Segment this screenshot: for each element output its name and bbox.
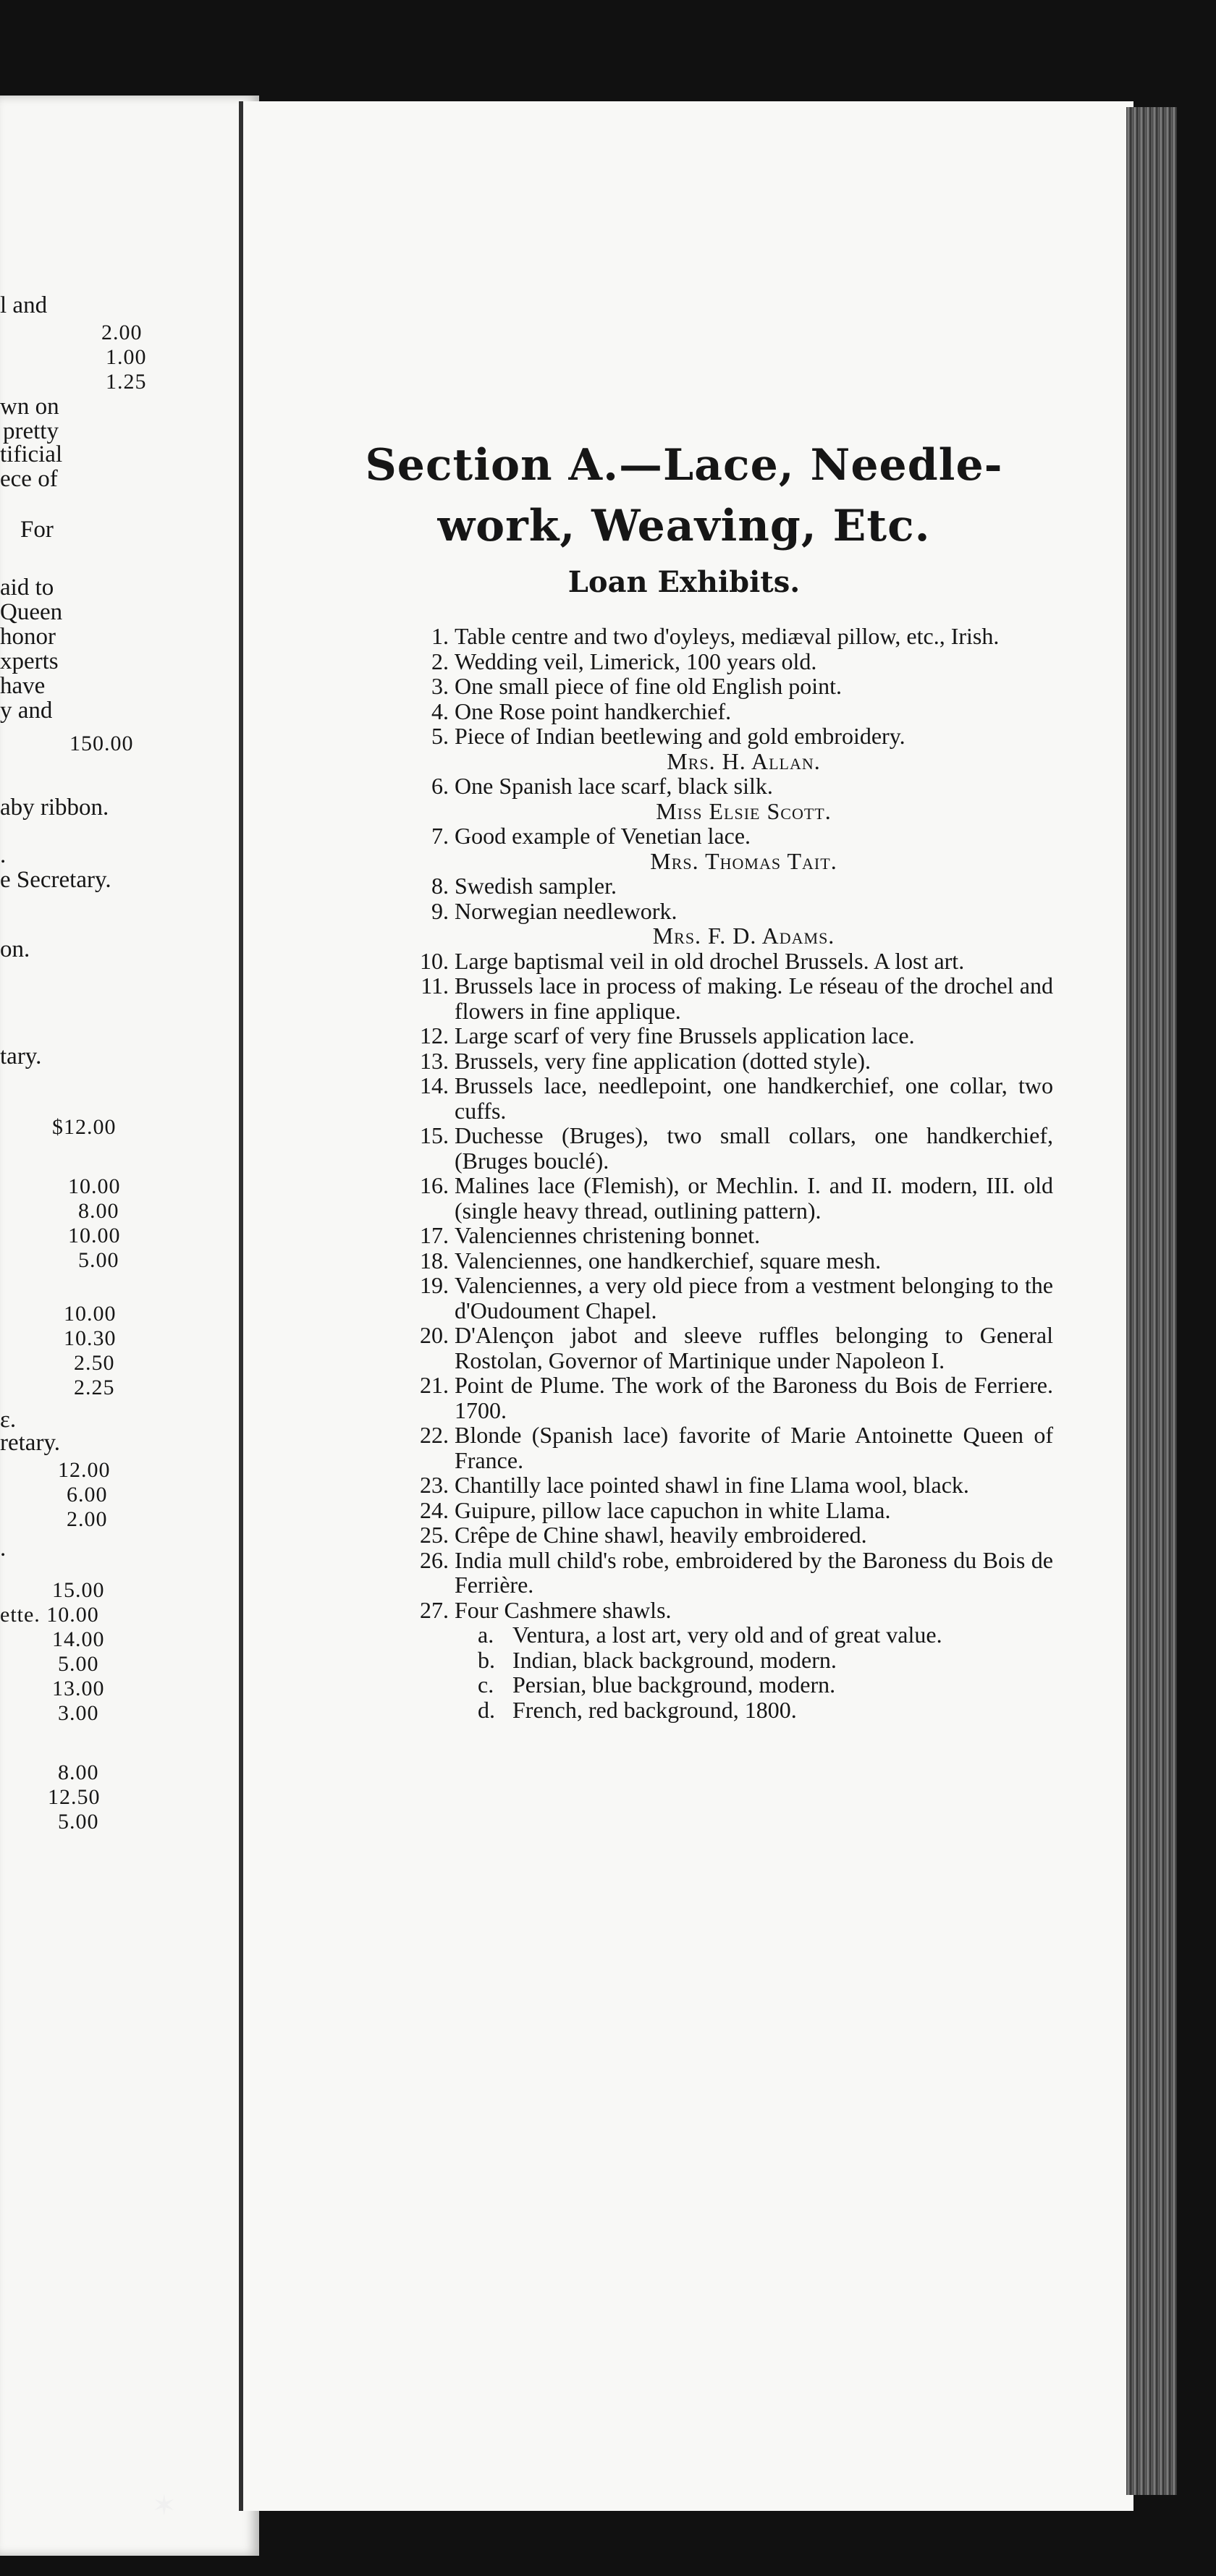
left-line: have <box>0 673 46 699</box>
item-number: 1. <box>431 623 449 649</box>
item-number: 17. <box>420 1222 449 1248</box>
left-line: 2.25 <box>74 1376 115 1399</box>
item-number: 5. <box>431 723 449 749</box>
left-line: 10.00 <box>64 1302 117 1326</box>
item-text: India mull child's robe, embroidered by the Baroness du Bois de Ferrière. <box>455 1546 1053 1598</box>
item-number: 11. <box>421 973 449 999</box>
item-text: Brussels lace in process of making. Le réseau of the drochel and flowers in fine applique. <box>455 973 1053 1024</box>
item-number: 6. <box>431 773 449 799</box>
item-number: 27. <box>420 1596 449 1623</box>
item-number: 26. <box>420 1546 449 1573</box>
item-text: One Spanish lace scarf, black silk. <box>455 773 773 799</box>
item-number: 13. <box>420 1047 449 1074</box>
item-text: Valenciennes christening bonnet. <box>455 1222 761 1248</box>
exhibit-item <box>405 1373 1053 1423</box>
section-title-line-2: work, Weaving, Etc. <box>437 501 931 551</box>
item-text: Malines lace (Flemish), or Mechlin. I. and II. modern, III. old (single heavy thread, outlining pattern). <box>455 1172 1053 1224</box>
exhibit-item <box>405 774 1053 799</box>
sub-item <box>405 1698 1053 1723</box>
item-number: 22. <box>420 1422 449 1448</box>
left-line: 10.00 <box>68 1224 121 1247</box>
item-number: 14. <box>420 1072 449 1098</box>
item-number: 3. <box>431 673 449 699</box>
left-line: aby ribbon. <box>0 795 109 821</box>
left-line: Queen <box>0 599 63 625</box>
left-line: ece of <box>0 466 58 492</box>
left-line: on. <box>0 936 30 962</box>
left-line: aid to <box>0 575 54 601</box>
item-number: 19. <box>420 1272 449 1298</box>
left-line: 8.00 <box>78 1199 119 1223</box>
exhibit-item <box>405 1323 1053 1373</box>
exhibit-item <box>405 1073 1053 1123</box>
lender-name: Mrs. H. Allan. <box>667 747 821 774</box>
sub-item <box>405 1648 1053 1673</box>
exhibit-item <box>405 1123 1053 1173</box>
exhibit-item <box>405 674 1053 699</box>
page-edge <box>1126 107 1177 2495</box>
item-number: 23. <box>420 1472 449 1498</box>
sub-item <box>405 1622 1053 1648</box>
section-subtitle: Loan Exhibits. <box>567 565 801 599</box>
left-line: 10.00 <box>68 1174 121 1198</box>
left-line: 1.00 <box>106 345 147 369</box>
exhibit-item <box>405 699 1053 724</box>
item-number: 9. <box>431 897 449 924</box>
exhibit-item <box>405 1498 1053 1523</box>
item-text: Guipure, pillow lace capuchon in white Llama. <box>455 1496 891 1523</box>
item-text: Chantilly lace pointed shawl in fine Llama wool, black. <box>455 1472 969 1498</box>
item-number: 25. <box>420 1522 449 1548</box>
item-number: 16. <box>420 1172 449 1198</box>
item-number: 8. <box>431 873 449 899</box>
sub-item <box>405 1672 1053 1698</box>
left-line: 1.25 <box>106 370 147 394</box>
exhibit-item <box>405 624 1053 649</box>
left-line: 2.00 <box>67 1507 108 1531</box>
item-text: Brussels, very fine application (dotted style). <box>455 1047 871 1074</box>
exhibit-list <box>405 624 1053 1722</box>
lender-name: Mrs. Thomas Tait. <box>650 847 837 874</box>
item-text: Table centre and two d'oyleys, mediæval pillow, etc., Irish. <box>455 623 1000 649</box>
left-line: 12.50 <box>48 1785 101 1809</box>
exhibit-item <box>405 1598 1053 1623</box>
item-text: Crêpe de Chine shawl, heavily embroidered. <box>455 1522 867 1548</box>
left-line: . <box>0 842 7 868</box>
item-text: Persian, blue background, modern. <box>512 1672 836 1698</box>
item-text: Swedish sampler. <box>455 873 617 899</box>
page-ornament: ✶ <box>152 2489 177 2522</box>
item-text: Piece of Indian beetlewing and gold embroidery. <box>455 723 905 749</box>
left-line: y and <box>0 698 53 724</box>
item-text: Blonde (Spanish lace) favorite of Marie Antoinette Queen of France. <box>455 1422 1053 1473</box>
left-line: 5.00 <box>58 1652 99 1676</box>
left-line: 15.00 <box>52 1578 105 1602</box>
left-line: tificial <box>0 441 63 467</box>
item-number: 18. <box>420 1247 449 1274</box>
exhibit-item <box>405 873 1053 899</box>
left-line: 13.00 <box>52 1677 105 1700</box>
item-text: Four Cashmere shawls. <box>455 1596 672 1623</box>
left-line: e Secretary. <box>0 867 111 893</box>
item-text: Valenciennes, one handkerchief, square mesh. <box>455 1247 882 1274</box>
item-text: Good example of Venetian lace. <box>455 823 751 849</box>
left-line: 5.00 <box>78 1248 119 1272</box>
exhibit-item <box>405 649 1053 674</box>
left-line: 3.00 <box>58 1701 99 1725</box>
left-page-fragment <box>0 96 259 2556</box>
item-number: a. <box>478 1622 494 1648</box>
item-text: Brussels lace, needlepoint, one handkerchief, one collar, two cuffs. <box>455 1072 1053 1124</box>
exhibit-item <box>405 1423 1053 1473</box>
lender-name: Miss Elsie Scott. <box>656 797 832 824</box>
exhibit-item <box>405 724 1053 749</box>
item-text: One small piece of fine old English point. <box>455 673 842 699</box>
item-number: 15. <box>420 1122 449 1148</box>
left-line: pretty <box>3 418 59 444</box>
left-line: ε. <box>0 1407 17 1433</box>
left-line: 10.30 <box>64 1326 117 1350</box>
item-text: Large baptismal veil in old drochel Brussels. A lost art. <box>455 947 965 974</box>
exhibit-item <box>405 1173 1053 1223</box>
item-number: 20. <box>420 1322 449 1348</box>
exhibit-item <box>405 1522 1053 1548</box>
left-line: l and <box>0 292 48 318</box>
item-number: 10. <box>420 947 449 974</box>
left-line: 12.00 <box>58 1458 111 1482</box>
item-text: French, red background, 1800. <box>512 1696 797 1723</box>
exhibit-item <box>405 1223 1053 1248</box>
item-text: Wedding veil, Limerick, 100 years old. <box>455 648 817 674</box>
exhibit-item <box>405 823 1053 849</box>
exhibit-item <box>405 899 1053 924</box>
item-number: c. <box>478 1672 494 1698</box>
left-line: xperts <box>0 648 59 674</box>
left-line: 2.50 <box>74 1351 115 1375</box>
section-title-line-1: Section A.—Lace, Needle- <box>365 440 1003 491</box>
exhibit-item <box>405 1473 1053 1498</box>
item-text: Valenciennes, a very old piece from a vestment belonging to the d'Oudoument Chapel. <box>455 1272 1053 1323</box>
item-text: Large scarf of very fine Brussels application lace. <box>455 1022 915 1048</box>
left-line: 14.00 <box>52 1627 105 1651</box>
left-line: For <box>20 517 54 543</box>
item-number: 2. <box>431 648 449 674</box>
item-text: One Rose point handkerchief. <box>455 698 732 724</box>
item-number: 7. <box>431 823 449 849</box>
left-line: 6.00 <box>67 1483 108 1507</box>
exhibit-item <box>405 1273 1053 1323</box>
left-line: 5.00 <box>58 1810 99 1834</box>
left-line: ette. 10.00 <box>0 1603 99 1627</box>
exhibit-item <box>405 1548 1053 1598</box>
exhibit-item <box>405 1248 1053 1274</box>
item-text: Norwegian needlework. <box>455 897 677 924</box>
item-number: 12. <box>420 1022 449 1048</box>
left-line: 8.00 <box>58 1761 99 1784</box>
item-number: d. <box>478 1696 495 1723</box>
left-line: 150.00 <box>69 732 134 755</box>
left-line: tary. <box>0 1043 42 1069</box>
item-text: D'Alençon jabot and sleeve ruffles belonging to General Rostolan, Governor of Martinique under Napoleon I. <box>455 1322 1053 1373</box>
left-line: $12.00 <box>52 1115 117 1139</box>
item-text: Indian, black background, modern. <box>512 1646 837 1673</box>
left-line: wn on <box>0 394 59 420</box>
item-number: b. <box>478 1646 495 1673</box>
exhibit-item <box>405 1023 1053 1048</box>
item-text: Point de Plume. The work of the Baroness du Bois de Ferriere. 1700. <box>455 1372 1053 1423</box>
item-number: 24. <box>420 1496 449 1523</box>
lender-name: Mrs. F. D. Adams. <box>652 923 835 949</box>
left-line: . <box>0 1535 7 1562</box>
left-line: honor <box>0 624 56 650</box>
exhibit-item <box>405 1048 1053 1074</box>
exhibit-item <box>405 949 1053 974</box>
item-text: Ventura, a lost art, very old and of great value. <box>512 1622 942 1648</box>
item-text: Duchesse (Bruges), two small collars, one handkerchief, (Bruges bouclé). <box>455 1122 1053 1174</box>
item-number: 4. <box>431 698 449 724</box>
left-line: retary. <box>0 1430 61 1456</box>
item-number: 21. <box>420 1372 449 1398</box>
left-line: 2.00 <box>101 321 143 344</box>
exhibit-item <box>405 973 1053 1023</box>
